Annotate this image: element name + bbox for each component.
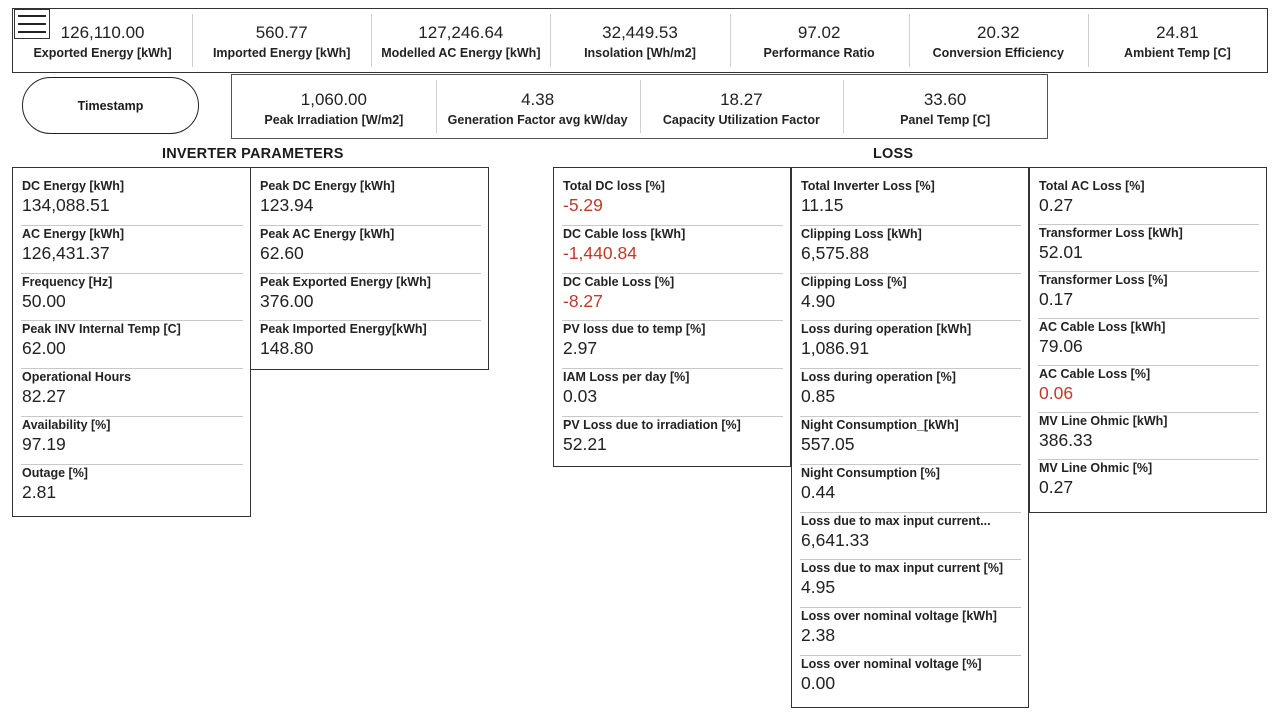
metric-value: 376.00 (260, 290, 314, 311)
metric-label: DC Cable Loss [%] (563, 274, 675, 289)
metric-ac-energy-kwh (21, 226, 243, 274)
metric-label: AC Cable Loss [kWh] (1039, 320, 1166, 334)
metric-loss-over-nominal-voltage (800, 656, 1021, 704)
kpi-label: Capacity Utilization Factor (662, 113, 820, 127)
metric-value: 62.00 (22, 338, 66, 359)
metric-ac-cable-loss (1038, 366, 1259, 413)
metric-label: Loss during operation [kWh] (801, 322, 972, 337)
metric-value: 557.05 (801, 433, 855, 454)
metric-pv-loss-due-to-irradiation (562, 417, 783, 465)
hamburger-menu-icon[interactable] (14, 9, 50, 39)
metric-dc-cable-loss (562, 274, 783, 322)
metric-label: AC Energy [kWh] (22, 226, 125, 241)
metric-label: Night Consumption_[kWh] (801, 417, 959, 432)
metric-value: 386.33 (1039, 430, 1093, 450)
metric-label: PV loss due to temp [%] (563, 322, 706, 337)
metric-operational-hours (21, 369, 243, 417)
metric-label: Transformer Loss [kWh] (1039, 226, 1183, 240)
metric-label: Total Inverter Loss [%] (801, 179, 935, 193)
kpi-capacity-utilization-factor (640, 75, 844, 138)
metric-loss-due-to-max-input-current (800, 513, 1021, 561)
kpi-value: 32,449.53 (602, 23, 678, 42)
metric-value: 0.44 (801, 481, 836, 502)
metric-value: 126,431.37 (22, 242, 110, 263)
metric-label: PV Loss due to irradiation [%] (563, 417, 741, 432)
inverter-card-1 (12, 167, 251, 517)
kpi-label: Panel Temp [C] (900, 113, 991, 127)
metric-transformer-loss-kwh (1038, 225, 1259, 272)
kpi-conversion-efficiency (909, 9, 1088, 72)
metric-value: 2.81 (22, 481, 57, 502)
metric-label: DC Cable loss [kWh] (563, 226, 686, 241)
kpi-value: 20.32 (977, 23, 1020, 42)
metric-peak-exported-energy-kwh (259, 274, 481, 322)
kpi-value: 126,110.00 (60, 23, 145, 42)
metric-value: 0.27 (1039, 477, 1074, 497)
kpi-generation-factor-avg-kw-day (436, 75, 640, 138)
metric-loss-over-nominal-voltage-kwh (800, 608, 1021, 656)
metric-clipping-loss (800, 274, 1021, 322)
inverter-card-2 (250, 167, 489, 370)
metric-value: 52.01 (1039, 242, 1083, 262)
metric-transformer-loss (1038, 272, 1259, 319)
metric-value: 97.19 (22, 433, 66, 454)
metric-label: Loss over nominal voltage [%] (801, 656, 982, 671)
metric-frequency-hz (21, 274, 243, 322)
metric-label: Peak DC Energy [kWh] (260, 179, 395, 193)
kpi-value: 18.27 (720, 90, 763, 109)
metric-value: -8.27 (563, 290, 603, 311)
kpi-value: 1,060.00 (300, 90, 367, 109)
metric-value: 4.90 (801, 290, 836, 311)
metric-value: 0.06 (1039, 383, 1074, 403)
kpi-label: Ambient Temp [C] (1124, 46, 1231, 60)
metric-night-consumption-kwh (800, 417, 1021, 465)
metric-label: Loss over nominal voltage [kWh] (801, 609, 997, 624)
metric-label: AC Cable Loss [%] (1039, 367, 1151, 381)
metric-value: 0.03 (563, 386, 598, 407)
metric-availability (21, 417, 243, 465)
kpi-label: Imported Energy [kWh] (212, 46, 351, 60)
kpi-value: 4.38 (521, 90, 555, 109)
metric-value: 2.38 (801, 625, 836, 646)
metric-loss-during-operation-kwh (800, 321, 1021, 369)
metric-value: 0.85 (801, 386, 836, 407)
kpi-label: Generation Factor avg kW/day (447, 113, 628, 127)
metric-value: 82.27 (22, 386, 66, 407)
metric-value: -5.29 (563, 195, 603, 215)
metric-value: 1,086.91 (801, 338, 870, 359)
metric-value: 52.21 (563, 433, 607, 454)
metric-label: Peak Imported Energy[kWh] (260, 322, 427, 337)
kpi-label: Insolation [Wh/m2] (584, 46, 696, 60)
metric-value: -1,440.84 (563, 242, 637, 263)
kpi-peak-irradiation-w-m2 (232, 75, 436, 138)
kpi-label: Peak Irradiation [W/m2] (264, 113, 404, 127)
metric-value: 123.94 (260, 195, 314, 215)
metric-dc-cable-loss-kwh (562, 226, 783, 274)
metric-total-inverter-loss (800, 178, 1021, 226)
metric-value: 6,575.88 (801, 242, 870, 263)
kpi-panel-temp-c (843, 75, 1047, 138)
metric-value: 0.27 (1039, 195, 1074, 215)
kpi-label: Performance Ratio (763, 46, 875, 60)
metric-label: MV Line Ohmic [kWh] (1039, 414, 1168, 428)
metric-value: 62.60 (260, 242, 304, 263)
metric-peak-imported-energy-kwh (259, 321, 481, 369)
kpi-value: 33.60 (923, 90, 967, 109)
metric-total-dc-loss (562, 178, 783, 226)
metric-dc-energy-kwh (21, 178, 243, 226)
metric-value: 11.15 (801, 195, 844, 215)
metric-label: Peak INV Internal Temp [C] (22, 322, 181, 337)
kpi-value: 560.77 (255, 23, 308, 42)
metric-label: Clipping Loss [kWh] (801, 226, 922, 241)
kpi-ambient-temp-c (1088, 9, 1267, 72)
kpi-imported-energy-kwh (192, 9, 371, 72)
top-kpi-bar (12, 8, 1268, 73)
metric-value: 4.95 (801, 577, 836, 598)
metric-mv-line-ohmic (1038, 460, 1259, 507)
metric-label: Peak Exported Energy [kWh] (260, 274, 431, 289)
metric-mv-line-ohmic-kwh (1038, 413, 1259, 460)
metric-peak-inv-internal-temp-c (21, 321, 243, 369)
metric-iam-loss-per-day (562, 369, 783, 417)
metric-loss-during-operation (800, 369, 1021, 417)
metric-value: 79.06 (1039, 336, 1083, 356)
kpi-value: 97.02 (797, 23, 841, 42)
kpi-modelled-ac-energy-kwh (371, 9, 550, 72)
metric-label: Operational Hours (22, 370, 132, 385)
kpi-label: Exported Energy [kWh] (33, 46, 172, 60)
metric-label: Loss due to max input current [%] (801, 561, 1004, 576)
kpi-value: 127,246.64 (418, 23, 504, 42)
metric-value: 0.00 (801, 672, 836, 693)
metric-outage (21, 465, 243, 513)
metric-value: 134,088.51 (22, 195, 110, 215)
metric-value: 2.97 (563, 338, 598, 359)
loss-section-title: LOSS (873, 146, 914, 162)
kpi-value: 24.81 (1156, 23, 1199, 42)
metric-label: DC Energy [kWh] (22, 179, 125, 193)
kpi-label: Modelled AC Energy [kWh] (381, 46, 541, 60)
metric-label: Loss during operation [%] (801, 370, 956, 385)
metric-clipping-loss-kwh (800, 226, 1021, 274)
metric-label: Peak AC Energy [kWh] (260, 226, 395, 241)
metric-night-consumption (800, 465, 1021, 513)
metric-value: 148.80 (260, 338, 314, 359)
metric-label: MV Line Ohmic [%] (1039, 461, 1153, 475)
metric-label: Frequency [Hz] (22, 274, 113, 289)
metric-pv-loss-due-to-temp (562, 321, 783, 369)
metric-label: Total DC loss [%] (563, 179, 665, 193)
ac-loss-card (1029, 167, 1267, 513)
metric-loss-due-to-max-input-current (800, 560, 1021, 608)
metric-value: 0.17 (1039, 289, 1074, 309)
metric-label: IAM Loss per day [%] (563, 370, 690, 385)
metric-label: Availability [%] (22, 417, 111, 432)
secondary-kpi-bar (231, 74, 1048, 139)
metric-ac-cable-loss-kwh (1038, 319, 1259, 366)
kpi-insolation-wh-m2 (550, 9, 729, 72)
dc-loss-card (553, 167, 791, 467)
metric-peak-dc-energy-kwh (259, 178, 481, 226)
metric-label: Outage [%] (22, 465, 88, 480)
metric-value: 50.00 (22, 290, 66, 311)
metric-value: 6,641.33 (801, 529, 870, 550)
metric-label: Transformer Loss [%] (1039, 273, 1168, 287)
inverter-section-title: INVERTER PARAMETERS (162, 146, 344, 162)
metric-label: Total AC Loss [%] (1039, 179, 1145, 193)
kpi-label: Conversion Efficiency (932, 46, 1064, 60)
inverter-loss-card (791, 167, 1029, 708)
metric-label: Loss due to max input current... (801, 513, 991, 528)
timestamp-button[interactable]: Timestamp (22, 77, 199, 134)
kpi-performance-ratio (730, 9, 909, 72)
metric-label: Clipping Loss [%] (801, 274, 907, 289)
metric-total-ac-loss (1038, 178, 1259, 225)
metric-label: Night Consumption [%] (801, 465, 940, 480)
metric-peak-ac-energy-kwh (259, 226, 481, 274)
